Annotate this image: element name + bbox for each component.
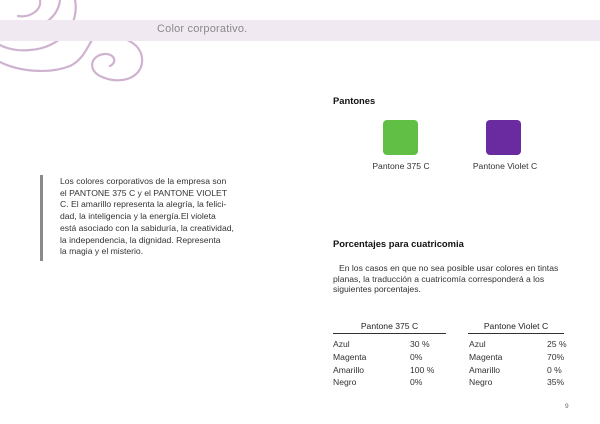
pantone-375-swatch xyxy=(383,120,418,155)
table-row-value: 100 % xyxy=(410,365,435,375)
table-row-value: 30 % xyxy=(410,339,430,349)
table-row-name: Azul xyxy=(333,339,350,349)
header-band xyxy=(0,20,600,41)
table-header-375: Pantone 375 C xyxy=(333,321,446,334)
table-row-name: Azul xyxy=(469,339,486,349)
table-header-violet: Pantone Violet C xyxy=(468,321,564,334)
table-row-value: 0 % xyxy=(547,365,562,375)
table-row-value: 70% xyxy=(547,352,565,362)
intro-accent-bar xyxy=(40,175,43,261)
cuatricomia-heading: Porcentajes para cuatricomia xyxy=(333,238,464,249)
decorative-swirl-icon xyxy=(0,0,150,90)
table-row-name: Magenta xyxy=(333,352,367,362)
cuatricomia-paragraph: En los casos en que no sea posible usar colores en tintas planas, la traducción a cuatricomía corresponderá a los siguientes porcentajes. xyxy=(333,263,559,294)
table-row-name: Amarillo xyxy=(333,365,365,375)
intro-line: la independencia, la dignidad. Representa xyxy=(60,234,221,245)
intro-line: está asociado con la sabiduría, la creatividad, xyxy=(60,222,234,233)
table-row-value: 0% xyxy=(410,352,423,362)
intro-line: dad, la inteligencia y la energía.El violeta xyxy=(60,211,216,222)
table-row-value: 35% xyxy=(547,377,565,387)
table-row-name: Negro xyxy=(469,377,493,387)
page-title: Color corporativo. xyxy=(157,23,248,35)
intro-line: el PANTONE 375 C y el PANTONE VIOLET xyxy=(60,187,227,198)
pantone-violet-swatch xyxy=(486,120,521,155)
pantones-heading: Pantones xyxy=(333,95,376,106)
table-row-name: Amarillo xyxy=(469,365,501,375)
table-row-name: Negro xyxy=(333,377,357,387)
intro-line: Los colores corporativos de la empresa son xyxy=(60,176,227,186)
pantone-375-label: Pantone 375 C xyxy=(372,161,430,171)
page-number: 9 xyxy=(565,403,569,410)
intro-paragraph xyxy=(60,176,250,258)
table-row-name: Magenta xyxy=(469,352,503,362)
intro-line: C. El amarillo representa la alegría, la felici- xyxy=(60,199,227,210)
table-row-value: 0% xyxy=(410,377,423,387)
pantone-violet-label: Pantone Violet C xyxy=(472,161,538,171)
table-row-value: 25 % xyxy=(547,339,567,349)
intro-line: la magia y el misterio. xyxy=(60,246,144,257)
